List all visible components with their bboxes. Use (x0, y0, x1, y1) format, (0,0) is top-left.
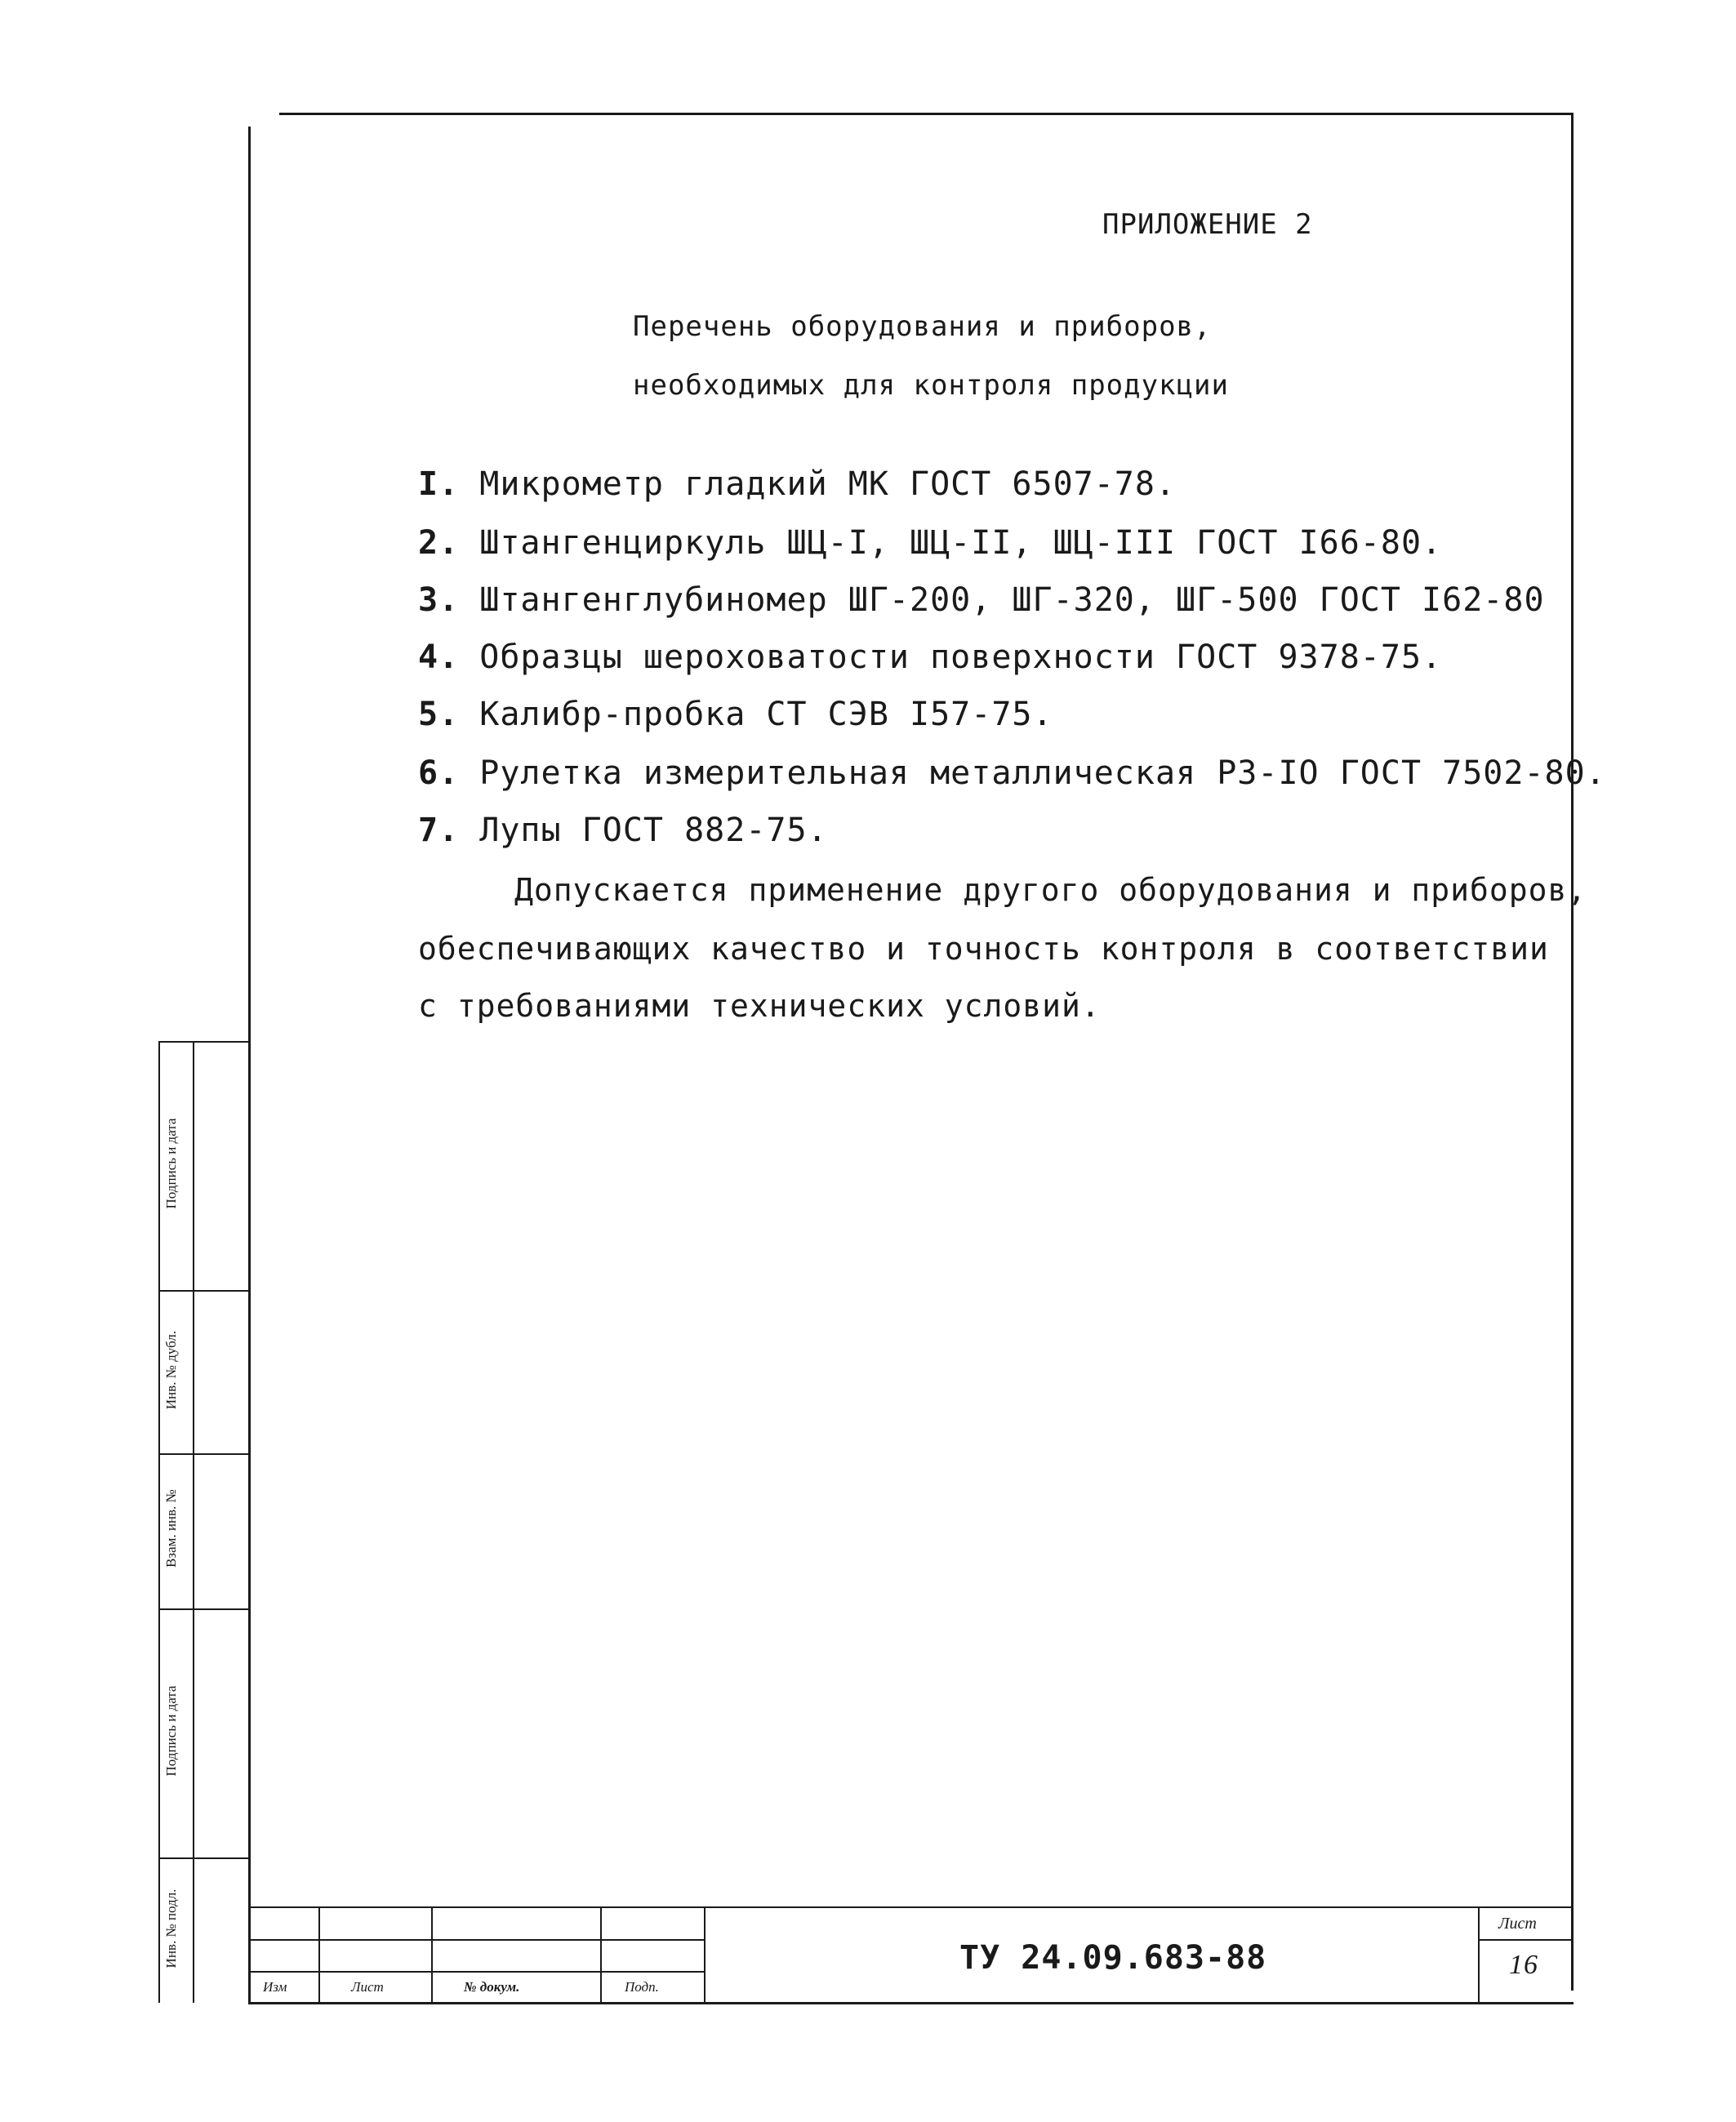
paragraph-line-2: обеспечивающих качество и точность контроля в соответствии (418, 931, 1549, 967)
stamp-label-inv-podl: Инв. № подл. (163, 1888, 179, 1969)
stamp-label-inv-dubl: Инв. № дубл. (163, 1330, 179, 1410)
col-doc: № докум. (464, 1979, 520, 1995)
title-block-row-1 (248, 1939, 706, 1941)
list-item-number: 2. (418, 524, 460, 562)
frame-top (279, 113, 1574, 115)
list-item-text: Образцы шероховатости поверхности ГОСТ 9378-75. (479, 638, 1443, 676)
list-item-text: Калибр-пробка СТ СЭВ I57-75. (479, 696, 1053, 733)
stamp-label-podpis-data-top: Подпись и дата (163, 1118, 179, 1209)
list-item (418, 638, 1442, 676)
sheet-cell-divider (1478, 1906, 1480, 2003)
col-podp: Подп. (625, 1979, 659, 1995)
list-item (418, 581, 1545, 619)
stamp-top (158, 1041, 248, 1043)
sheet-label: Лист (1498, 1915, 1537, 1933)
stamp-sep-1 (158, 1290, 248, 1292)
title-block-col-4 (704, 1906, 706, 2003)
heading-line-2: необходимых для контроля продукции (633, 369, 1229, 402)
stamp-label-vzam-inv: Взам. инв. № (163, 1489, 179, 1568)
paragraph-line-3: с требованиями технических условий. (418, 988, 1101, 1024)
list-item-number: 6. (418, 754, 460, 792)
list-item-text: Штангенглубиномер ШГ-200, ШГ-320, ШГ-500 ГОСТ I62-80 (479, 581, 1545, 619)
list-item-text: Лупы ГОСТ 882-75. (479, 812, 828, 849)
title-block-col-3 (600, 1906, 602, 2003)
list-item-text: Рулетка измерительная металлическая РЗ-IO ГОСТ 7502-80. (479, 754, 1606, 792)
frame-bottom (248, 2002, 1574, 2004)
frame-right (1571, 113, 1574, 1991)
heading-line-1: Перечень оборудования и приборов, (633, 310, 1212, 343)
stamp-sep-2 (158, 1453, 248, 1455)
stamp-sep-3 (158, 1608, 248, 1610)
list-item (418, 754, 1606, 792)
title-block-top (248, 1906, 1571, 1908)
title-block-col-1 (318, 1906, 320, 2003)
list-item (418, 524, 1442, 562)
sheet-number: 16 (1509, 1950, 1538, 1980)
title-block-col-2 (431, 1906, 433, 2003)
stamp-label-podpis-data-bottom: Подпись и дата (163, 1685, 179, 1777)
list-item (418, 696, 1053, 733)
list-item-number: I. (418, 465, 460, 503)
list-item-text: Штангенциркуль ШЦ-I, ШЦ-II, ШЦ-III ГОСТ I66-80. (479, 524, 1443, 562)
title-block-row-2 (248, 1971, 706, 1973)
paragraph-line-1: Допускается применение другого оборудования и приборов, (514, 872, 1587, 908)
list-item-number: 5. (418, 696, 460, 733)
list-item-number: 3. (418, 581, 460, 619)
col-list: Лист (351, 1979, 384, 1995)
frame-left (248, 127, 251, 2004)
list-item (418, 465, 1176, 503)
col-izm: Изм (263, 1979, 287, 1995)
document-code: ТУ 24.09.683-88 (959, 1939, 1267, 1977)
list-item-text: Микрометр гладкий МК ГОСТ 6507-78. (479, 465, 1177, 503)
list-item-number: 7. (418, 812, 460, 849)
list-item-number: 4. (418, 638, 460, 676)
sheet-cell-row (1478, 1939, 1571, 1941)
appendix-title: ПРИЛОЖЕНИЕ 2 (1102, 208, 1313, 241)
list-item (418, 812, 828, 849)
